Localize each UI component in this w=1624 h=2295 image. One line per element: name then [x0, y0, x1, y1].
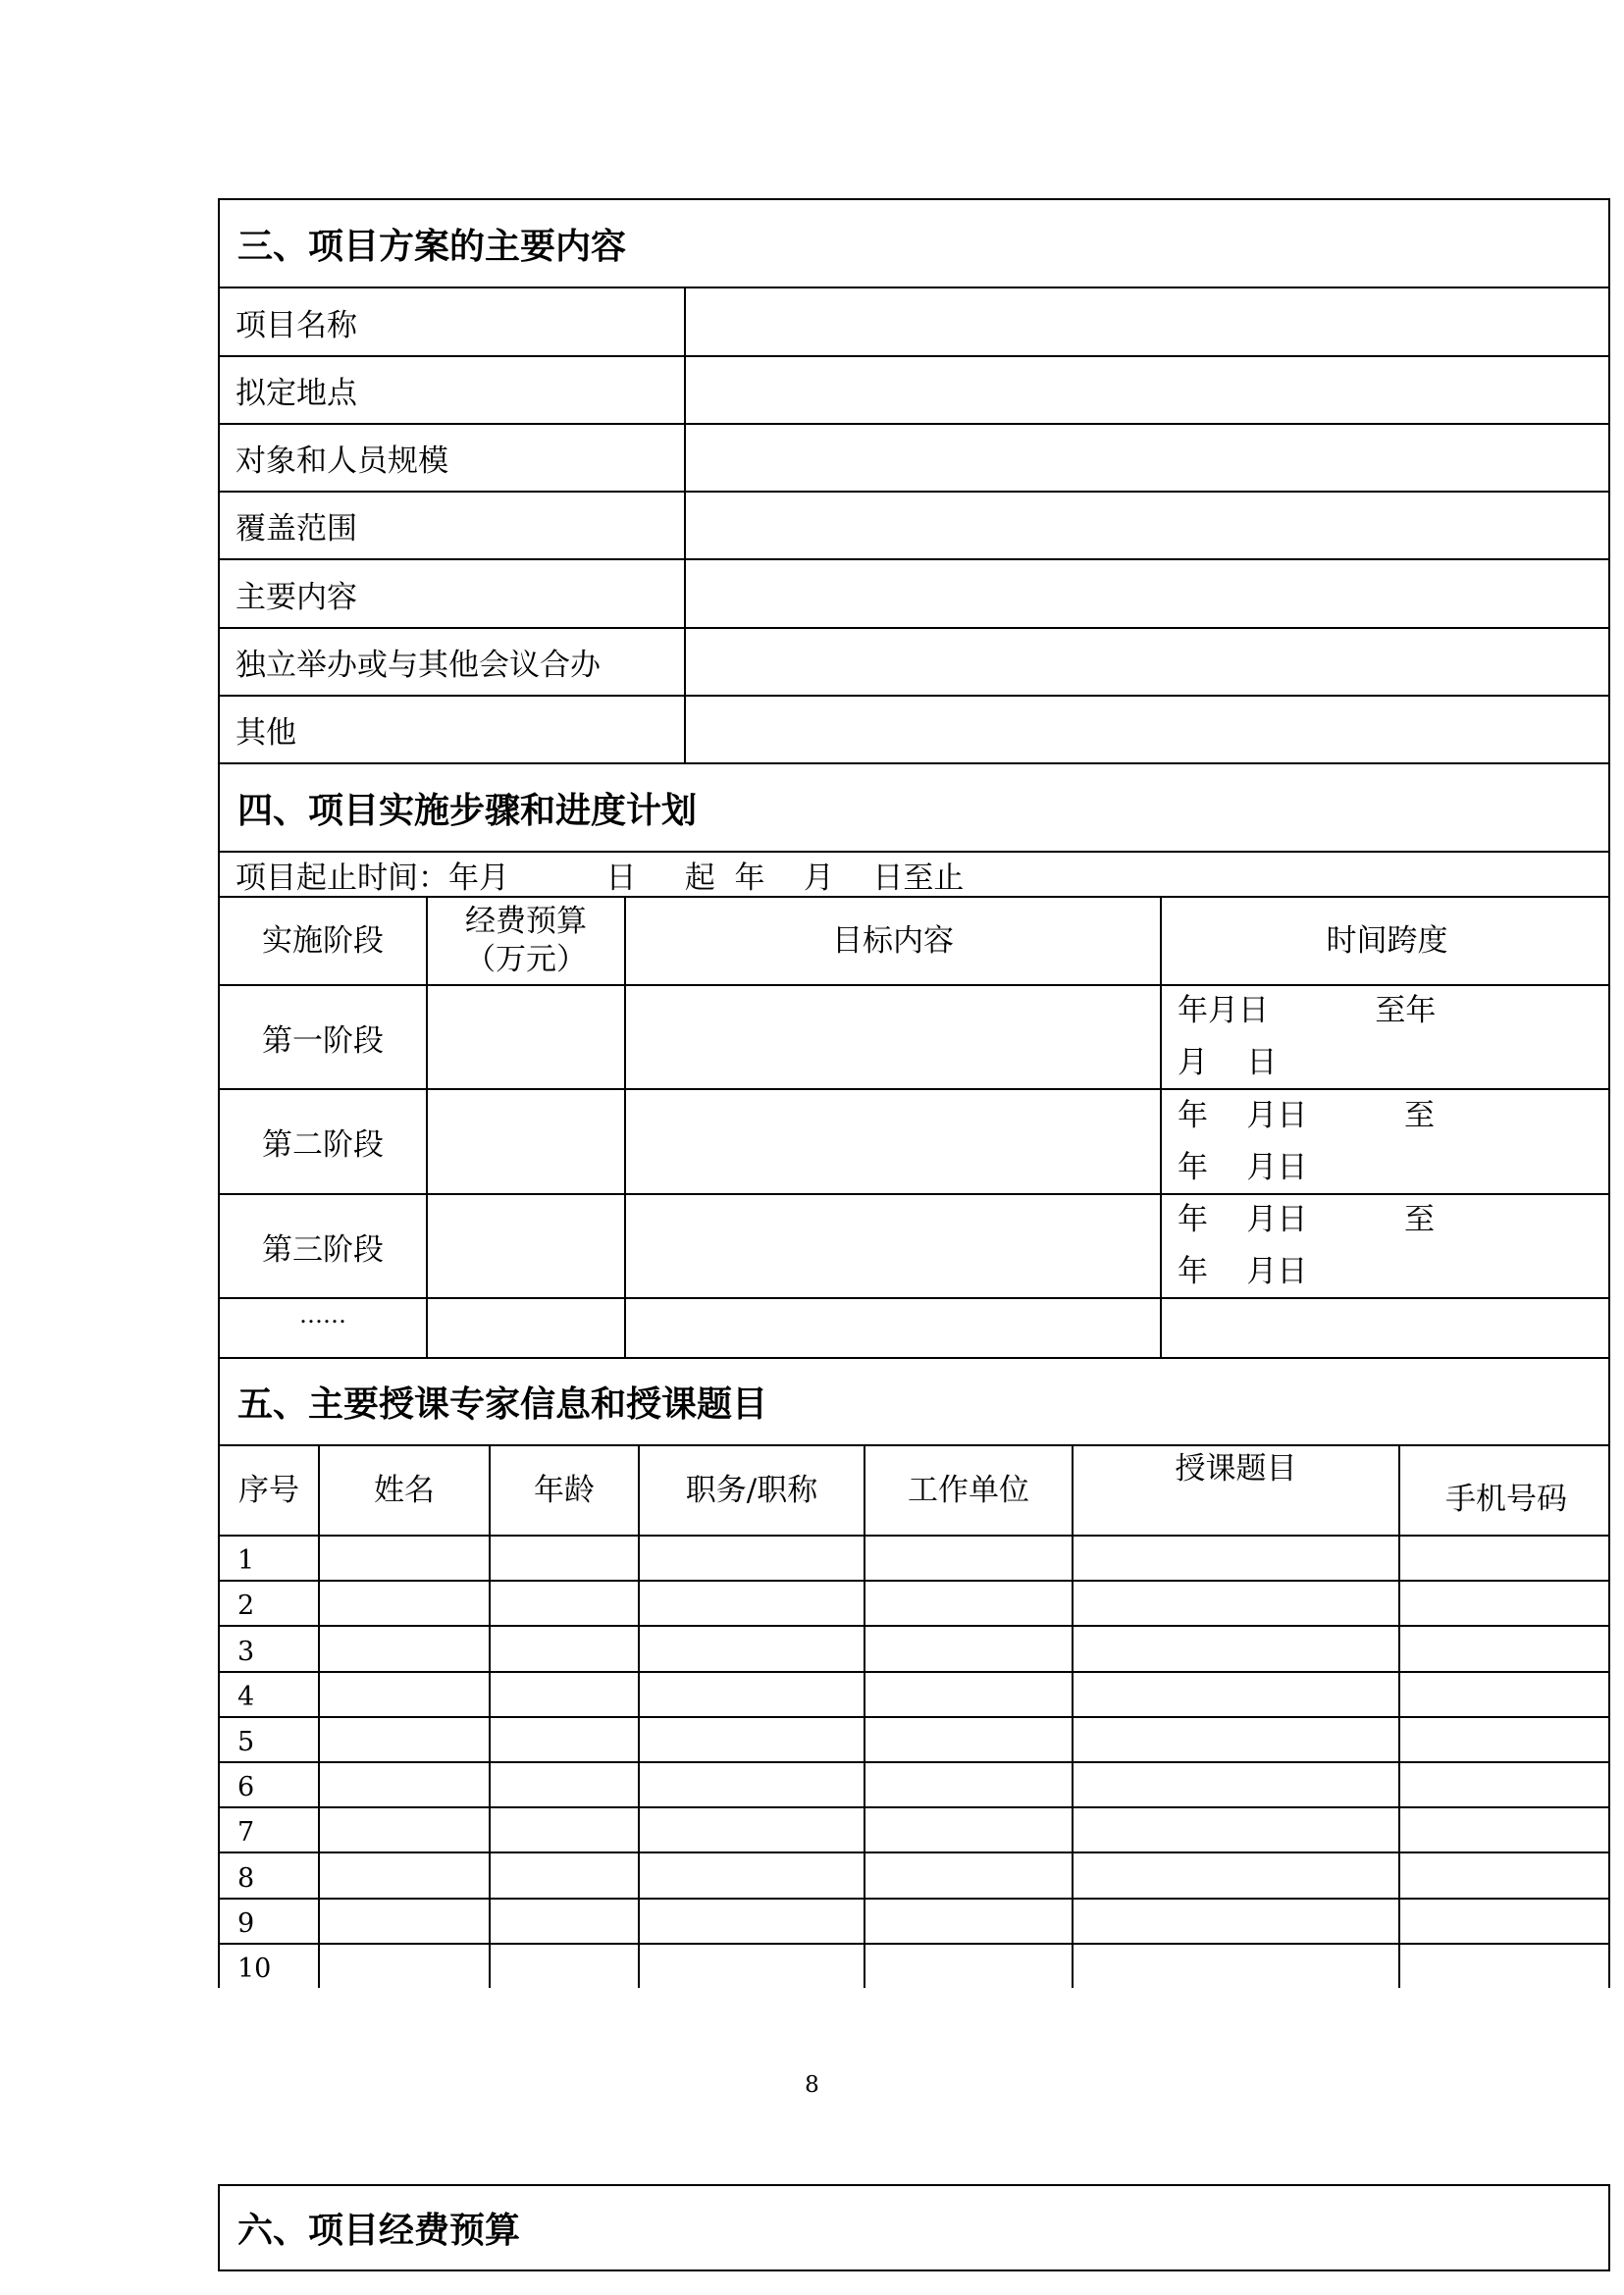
time-span-line2: 年 月日 [1178, 1149, 1308, 1185]
name-input[interactable] [318, 1853, 489, 1897]
goal-input[interactable] [624, 1299, 1160, 1357]
section-5-title [218, 1357, 1610, 1444]
field-value-input[interactable] [684, 697, 1612, 762]
position-input[interactable] [638, 1537, 864, 1580]
project-period-row [218, 851, 1610, 896]
budget-header [426, 898, 624, 984]
position-input[interactable] [638, 1853, 864, 1897]
row-number: 6 [237, 1772, 255, 1803]
lecture-topic-input[interactable] [1072, 1718, 1398, 1761]
phone-input[interactable] [1398, 1627, 1612, 1670]
employer-input[interactable] [864, 1673, 1072, 1716]
expert-header-row [218, 1444, 1610, 1535]
time-span-header: 时间跨度 [1160, 898, 1612, 984]
stage-row [218, 1088, 1610, 1193]
employer-input[interactable] [864, 1763, 1072, 1806]
expert-row [218, 1761, 1610, 1806]
stage-row-more [218, 1297, 1610, 1357]
age-input[interactable] [489, 1853, 638, 1897]
field-value-input[interactable] [684, 629, 1612, 695]
row-number: 3 [237, 1636, 255, 1667]
phone-input[interactable] [1398, 1808, 1612, 1852]
expert-row [218, 1535, 1610, 1580]
time-span-line2: 年 月日 [1178, 1254, 1308, 1289]
employer-input[interactable] [864, 1537, 1072, 1580]
stage-header-row [218, 896, 1610, 984]
phone-input[interactable] [1398, 1718, 1612, 1761]
expert-row [218, 1852, 1610, 1897]
phone-input[interactable] [1398, 1582, 1612, 1625]
lecture-topic-input[interactable] [1072, 1582, 1398, 1625]
employer-input[interactable] [864, 1627, 1072, 1670]
age-input[interactable] [489, 1673, 638, 1716]
row-number: 9 [237, 1907, 255, 1939]
expert-row [218, 1625, 1610, 1670]
application-form [218, 198, 1610, 2251]
employer-input[interactable] [864, 1945, 1072, 1988]
lecture-topic-input[interactable] [1072, 1808, 1398, 1852]
stage-name: 第一阶段 [262, 1022, 384, 1059]
phone-input[interactable] [1398, 1900, 1612, 1943]
age-header: 年龄 [489, 1446, 638, 1535]
lecture-topic-input[interactable] [1072, 1627, 1398, 1670]
expert-row [218, 1898, 1610, 1943]
page-number: 8 [805, 2072, 819, 2098]
phone-input[interactable] [1398, 1945, 1612, 1988]
stage-row [218, 984, 1610, 1088]
lecture-topic-input[interactable] [1072, 1900, 1398, 1943]
position-input[interactable] [638, 1673, 864, 1716]
field-value-input[interactable] [684, 288, 1612, 355]
budget-header-line1: 经费预算 [465, 904, 587, 940]
section-3-title [218, 198, 1610, 287]
age-input[interactable] [489, 1900, 638, 1943]
project-period: 项目起止时间：年月 日 起 年 月 日至止 [236, 860, 965, 896]
section-title: 五、主要授课专家信息和授课题目 [237, 1383, 768, 1425]
expert-row [218, 1806, 1610, 1852]
name-input[interactable] [318, 1763, 489, 1806]
stage-name: 第三阶段 [262, 1231, 384, 1268]
age-input[interactable] [489, 1718, 638, 1761]
field-value-input[interactable] [684, 425, 1612, 491]
row-number: 5 [237, 1726, 255, 1757]
position-input[interactable] [638, 1900, 864, 1943]
position-input[interactable] [638, 1808, 864, 1852]
name-input[interactable] [318, 1900, 489, 1943]
section-4-title [218, 762, 1610, 851]
row-number: 8 [237, 1862, 255, 1894]
ellipsis: …… [299, 1301, 346, 1329]
field-value-input[interactable] [684, 560, 1612, 627]
employer-input[interactable] [864, 1582, 1072, 1625]
field-row [218, 491, 1610, 558]
field-label: 项目名称 [236, 307, 357, 343]
field-label: 对象和人员规模 [236, 443, 448, 479]
row-number: 4 [237, 1681, 255, 1712]
lecture-topic-input[interactable] [1072, 1537, 1398, 1580]
row-number: 1 [237, 1545, 255, 1577]
goal-input[interactable] [624, 1090, 1160, 1193]
position-input[interactable] [638, 1627, 864, 1670]
age-input[interactable] [489, 1808, 638, 1852]
section-title: 六、项目经费预算 [237, 2210, 521, 2251]
age-input[interactable] [489, 1627, 638, 1670]
time-span[interactable] [1160, 1195, 1612, 1297]
employer-input[interactable] [864, 1853, 1072, 1897]
lecture-topic-input[interactable] [1072, 1673, 1398, 1716]
employer-input[interactable] [864, 1718, 1072, 1761]
goal-input[interactable] [624, 1195, 1160, 1297]
lecture-topic-input[interactable] [1072, 1853, 1398, 1897]
lecture-topic-input[interactable] [1072, 1945, 1398, 1988]
phone-input[interactable] [1398, 1673, 1612, 1716]
field-row [218, 627, 1610, 695]
field-label: 覆盖范围 [236, 511, 357, 547]
budget-header-line2: （万元） [465, 942, 587, 977]
employer-header: 工作单位 [864, 1446, 1072, 1535]
section-6-title [218, 2184, 1610, 2271]
phone-input[interactable] [1398, 1853, 1612, 1897]
section-title: 四、项目实施步骤和进度计划 [237, 789, 698, 831]
time-span-input[interactable] [1160, 1299, 1612, 1357]
row-number: 7 [237, 1817, 255, 1849]
name-input[interactable] [318, 1673, 489, 1716]
field-row [218, 695, 1610, 762]
name-input[interactable] [318, 1582, 489, 1625]
row-number: 10 [237, 1953, 272, 1984]
time-span-line1: 年月日 至年 [1178, 993, 1437, 1029]
employer-input[interactable] [864, 1808, 1072, 1852]
position-input[interactable] [638, 1945, 864, 1988]
expert-row [218, 1943, 1610, 1988]
time-span[interactable] [1160, 986, 1612, 1088]
employer-input[interactable] [864, 1900, 1072, 1943]
budget-input[interactable] [426, 1090, 624, 1193]
position-input[interactable] [638, 1718, 864, 1761]
field-row [218, 287, 1610, 355]
time-span-line1: 年 月日 至 [1178, 1097, 1435, 1133]
field-row [218, 355, 1610, 423]
expert-row [218, 1671, 1610, 1716]
stage-header: 实施阶段 [262, 922, 384, 959]
name-input[interactable] [318, 1627, 489, 1670]
time-span-line1: 年 月日 至 [1178, 1202, 1435, 1238]
field-label: 独立举办或与其他会议合办 [236, 648, 601, 683]
row-number: 2 [237, 1591, 255, 1622]
name-input[interactable] [318, 1945, 489, 1988]
field-row [218, 423, 1610, 491]
age-input[interactable] [489, 1945, 638, 1988]
field-label: 拟定地点 [236, 376, 357, 411]
age-input[interactable] [489, 1537, 638, 1580]
field-value-input[interactable] [684, 493, 1612, 558]
field-value-input[interactable] [684, 357, 1612, 423]
phone-header: 手机号码 [1398, 1446, 1612, 1535]
budget-input[interactable] [426, 1299, 624, 1357]
phone-input[interactable] [1398, 1537, 1612, 1580]
lecture-topic-input[interactable] [1072, 1763, 1398, 1806]
goal-input[interactable] [624, 986, 1160, 1088]
expert-row [218, 1716, 1610, 1761]
expert-row [218, 1580, 1610, 1625]
time-span[interactable] [1160, 1090, 1612, 1193]
time-span-line2: 月 日 [1178, 1045, 1278, 1080]
lecture-topic-header: 授课题目 [1072, 1446, 1398, 1535]
section-title: 三、项目方案的主要内容 [237, 225, 627, 267]
goal-header: 目标内容 [624, 898, 1160, 984]
name-input[interactable] [318, 1808, 489, 1852]
stage-row [218, 1193, 1610, 1297]
position-input[interactable] [638, 1763, 864, 1806]
phone-input[interactable] [1398, 1763, 1612, 1806]
name-input[interactable] [318, 1718, 489, 1761]
field-label: 主要内容 [236, 579, 357, 615]
budget-input[interactable] [426, 1195, 624, 1297]
position-input[interactable] [638, 1582, 864, 1625]
age-input[interactable] [489, 1582, 638, 1625]
field-label: 其他 [236, 715, 296, 751]
number-header: 序号 [238, 1472, 299, 1508]
name-input[interactable] [318, 1537, 489, 1580]
stage-name: 第二阶段 [262, 1127, 384, 1163]
field-row [218, 558, 1610, 627]
budget-input[interactable] [426, 986, 624, 1088]
age-input[interactable] [489, 1763, 638, 1806]
position-header: 职务/职称 [638, 1446, 864, 1535]
name-header: 姓名 [318, 1446, 489, 1535]
